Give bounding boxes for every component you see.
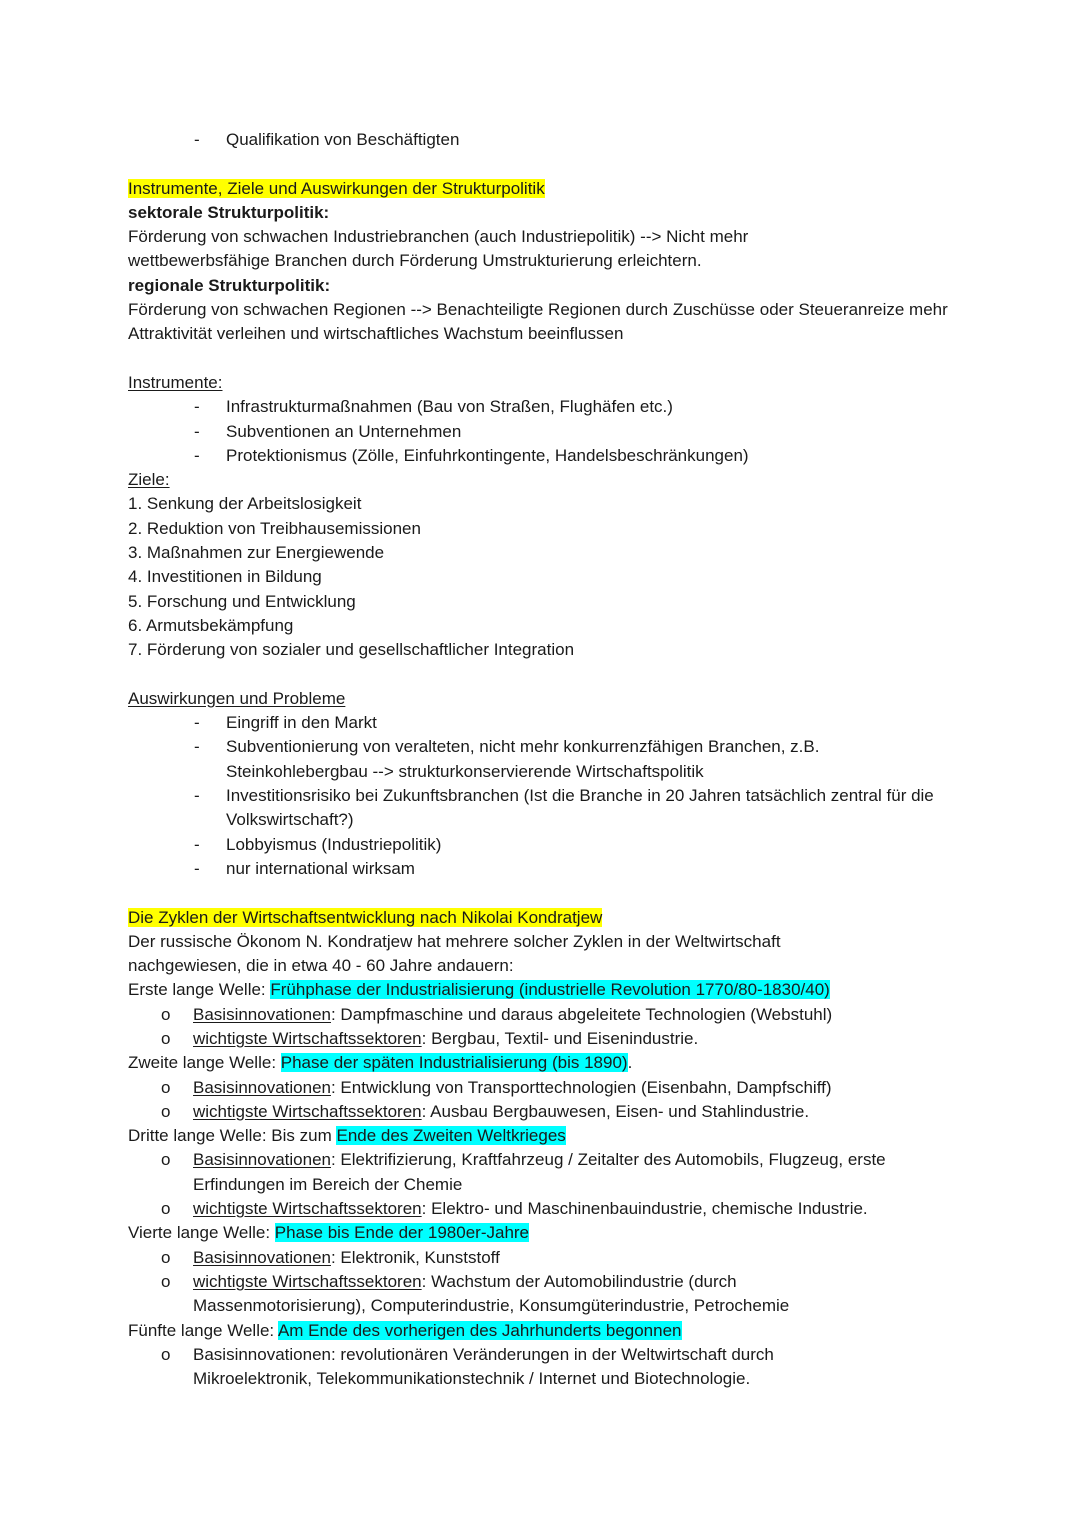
- wave-1: Erste lange Welle: Frühphase der Industrialisierung (industrielle Revolution 1770/80-1830/40): [128, 980, 830, 1000]
- instrumente-heading: Instrumente:: [128, 372, 223, 392]
- wave-2: Zweite lange Welle: Phase der späten Industrialisierung (bis 1890).: [128, 1053, 633, 1073]
- list-item: - Subventionierung von veralteten, nicht mehr konkurrenzfähigen Branchen, z.B. Steinkohlebergbau --> strukturkonservierende Wirtschaftspolitik: [194, 737, 820, 781]
- sektoral-text: Förderung von schwachen Industriebranchen (auch Industriepolitik) --> Nicht mehr wettbewerbsfähige Branchen durch Förderung Umstrukturierung erleichtern.: [128, 227, 749, 271]
- list-item: - Subventionen an Unternehmen: [194, 421, 462, 441]
- list-item: - Lobbyismus (Industriepolitik): [194, 834, 442, 854]
- ziele-heading: Ziele:: [128, 470, 170, 490]
- list-item: 6. Armutsbekämpfung: [128, 615, 294, 635]
- list-item: 5. Forschung und Entwicklung: [128, 591, 356, 611]
- document-page: [128, 128, 958, 1391]
- section-title-strukturpolitik: Instrumente, Ziele und Auswirkungen der Strukturpolitik: [128, 178, 545, 198]
- kondratjew-intro: Der russische Ökonom N. Kondratjew hat mehrere solcher Zyklen in der Weltwirtschaft nachgewiesen, die in etwa 40 - 60 Jahre andauern:: [128, 931, 781, 976]
- section-title-kondratjew: Die Zyklen der Wirtschaftsentwicklung nach Nikolai Kondratjew: [128, 907, 603, 927]
- list-item: 4. Investitionen in Bildung: [128, 567, 322, 587]
- wave-3: Dritte lange Welle: Bis zum Ende des Zweiten Weltkrieges: [128, 1126, 566, 1146]
- sektoral-heading: sektorale Strukturpolitik:: [128, 202, 330, 222]
- list-item: - Protektionismus (Zölle, Einfuhrkontingente, Handelsbeschränkungen): [194, 445, 749, 465]
- list-item: o Basisinnovationen: Elektronik, Kunststoff: [161, 1247, 500, 1267]
- ziele-list: [128, 492, 958, 662]
- list-item: - nur international wirksam: [194, 858, 415, 878]
- list-item: - Infrastrukturmaßnahmen (Bau von Straßen, Flughäfen etc.): [194, 397, 673, 417]
- list-item: - Qualifikation von Beschäftigten: [194, 130, 460, 149]
- auswirkungen-heading: Auswirkungen und Probleme: [128, 688, 346, 708]
- regional-text: Förderung von schwachen Regionen --> Benachteiligte Regionen durch Zuschüsse oder Steueranreize mehr Attraktivität verleihen und wirtschaftliches Wachstum beeinflussen: [128, 300, 948, 344]
- list-item: o wichtigste Wirtschaftssektoren: Wachstum der Automobilindustrie (durch Massenmotorisierung), Computerindustrie, Konsumgüterindustrie, Petrochemie: [161, 1271, 790, 1316]
- list-item: - Eingriff in den Markt: [194, 713, 377, 733]
- list-item: o wichtigste Wirtschaftssektoren: Elektro- und Maschinenbauindustrie, chemische Industrie.: [161, 1199, 868, 1219]
- list-item: o wichtigste Wirtschaftssektoren: Ausbau Bergbauwesen, Eisen- und Stahlindustrie.: [161, 1101, 810, 1121]
- list-item: 1. Senkung der Arbeitslosigkeit: [128, 494, 362, 514]
- list-item: o Basisinnovationen: revolutionären Veränderungen in der Weltwirtschaft durch Mikroelektronik, Telekommunikationstechnik / Internet und Biotechnologie.: [161, 1344, 774, 1389]
- list-item: o Basisinnovationen: Dampfmaschine und daraus abgeleitete Technologien (Webstuhl): [161, 1004, 833, 1024]
- regional-heading: regionale Strukturpolitik:: [128, 275, 331, 295]
- wave-5: Fünfte lange Welle: Am Ende des vorherigen des Jahrhunderts begonnen: [128, 1320, 682, 1340]
- auswirkungen-list: [128, 711, 958, 881]
- instrumente-list: [128, 395, 958, 468]
- wave-4: Vierte lange Welle: Phase bis Ende der 1980er-Jahre: [128, 1223, 530, 1243]
- list-item: 3. Maßnahmen zur Energiewende: [128, 543, 385, 563]
- list-item: o Basisinnovationen: Entwicklung von Transporttechnologien (Eisenbahn, Dampfschiff): [161, 1077, 832, 1097]
- list-item: o Basisinnovationen: Elektrifizierung, Kraftfahrzeug / Zeitalter des Automobils, Flugzeug, erste Erfindungen im Bereich der Chemie: [161, 1150, 886, 1194]
- list-item: o wichtigste Wirtschaftssektoren: Bergbau, Textil- und Eisenindustrie.: [161, 1028, 699, 1048]
- list-item: - Investitionsrisiko bei Zukunftsbranchen (Ist die Branche in 20 Jahren tatsächlich zentral für die Volkswirtschaft?): [194, 786, 934, 830]
- list-item: 2. Reduktion von Treibhausemissionen: [128, 518, 421, 538]
- list-item: 7. Förderung von sozialer und gesellschaftlicher Integration: [128, 640, 575, 660]
